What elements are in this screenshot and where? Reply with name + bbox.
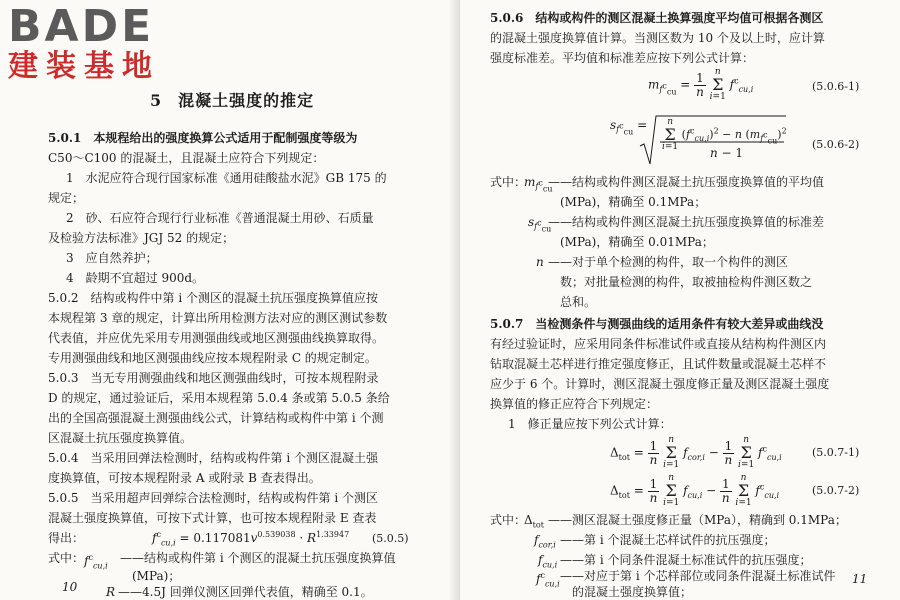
text-line: 1 修正量应按下列公式计算： xyxy=(508,417,672,431)
where-symbol: R xyxy=(106,585,116,599)
where-definition: ——对于单个检测的构件，取一个构件的测区 xyxy=(548,255,789,269)
equation-number: (5.0.7-1) xyxy=(812,446,860,459)
text-line: 钻取混凝土芯样进行推定强度修正，且试件数量或混凝土芯样不 xyxy=(490,357,827,371)
where-definition: ——对应于第 i 个芯样部位或同条件混凝土标准试件 xyxy=(560,569,836,583)
text-line: C50～C100 的混凝土，且混凝土应符合下列规定： xyxy=(48,151,325,165)
chapter-heading xyxy=(150,88,314,111)
text-line: 3 应自然养护； xyxy=(66,251,158,265)
text-line: 4 龄期不宜超过 900d。 xyxy=(66,271,205,285)
right-page xyxy=(460,0,900,600)
text-line: 专用测强曲线和地区测强曲线应按本规程附录 C 的规定制定。 xyxy=(48,351,377,365)
where-definition: (MPa)； xyxy=(132,569,181,583)
where-symbol: $f^c_{cu,i}$ xyxy=(536,571,560,589)
text-line: 及检验方法标准》JGJ 52 的规定； xyxy=(48,231,235,245)
where-definition: ——测区混凝土强度修正量（MPa），精确到 0.1MPa； xyxy=(548,513,847,527)
where-definition: (MPa)，精确至 0.1MPa； xyxy=(560,195,707,209)
text-line: 5.0.4 当采用回弹法检测时，结构或构件第 i 个测区混凝土强 xyxy=(48,451,379,465)
watermark-brand: BADE xyxy=(8,1,155,52)
where-symbol: $f_{cor,i}$ xyxy=(534,533,556,550)
where-symbol: $\Delta_{tot}$ xyxy=(524,513,544,530)
equation-number: (5.0.7-2) xyxy=(812,484,860,497)
watermark-logo xyxy=(8,1,178,86)
where-label: 式中： xyxy=(490,175,527,189)
equation-number: (5.0.6-2) xyxy=(812,138,860,151)
where-definition: ——结构或构件测区混凝土抗压强度换算值的标准差 xyxy=(548,215,825,229)
where-definition: (MPa)，精确至 0.01MPa； xyxy=(560,235,714,249)
watermark-brand-sub: 建装基地 xyxy=(8,49,160,84)
text-line: 5.0.2 结构或构件中第 i 个测区的混凝土抗压强度换算值应按 xyxy=(48,291,379,305)
text-line: 2 砂、石应符合现行行业标准《普通混凝土用砂、石质量 xyxy=(66,211,374,225)
text-line: 规定； xyxy=(48,191,85,205)
text-line: 1 水泥应符合现行国家标准《通用硅酸盐水泥》GB 175 的 xyxy=(66,171,387,185)
where-definition: 的混凝土强度换算值； xyxy=(572,585,693,599)
where-symbol: $m_{f^c_{cu}}$ xyxy=(524,175,553,194)
where-definition: ——结构或构件第 i 个测区的混凝土抗压强度换算值 xyxy=(120,551,396,565)
text-line: 有经过验证时，应采用同条件标准试件或直接从结构构件测区内 xyxy=(490,337,827,351)
where-definition: 总和。 xyxy=(560,295,597,309)
text-line: 应少于 6 个。计算时，测区混凝土强度修正量及测区混凝土强度 xyxy=(490,377,830,391)
where-symbol: $s_{f^c_{cu}}$ xyxy=(528,215,552,234)
formula-5-0-7-2: $\Delta_{tot}$ = $\frac{1}{n}$ n Σ i=1 $f_{cu,i}$ − $\frac{1}{n}$ n Σ i=1 $f^c_{cu,i}$ xyxy=(610,473,780,508)
equation-number: (5.0.5) xyxy=(372,532,409,545)
where-definition: 数；对批量检测的构件，取被抽检构件测区数之 xyxy=(560,275,813,289)
page-number: 10 xyxy=(62,580,78,594)
text-line: 5.0.3 当无专用测强曲线和地区测强曲线时，可按本规程附录 xyxy=(48,371,379,385)
text-line: 代表值，并应优先采用专用测强曲线或地区测强曲线换算取得。 xyxy=(48,331,385,345)
text-line: 得出： xyxy=(48,531,85,545)
text-line: D 的规定，通过验证后，采用本规程第 5.0.4 条或第 5.0.5 条给 xyxy=(48,391,390,405)
where-symbol: $f_{cu,i}$ xyxy=(538,553,558,570)
where-symbol: $f^c_{cu,i}$ xyxy=(84,553,108,571)
text-line: 出的全国高强混凝土测强曲线公式，计算结构或构件中第 i 个测 xyxy=(48,411,384,425)
text-line: 5.0.5 当采用超声回弹综合法检测时，结构或构件第 i 个测区 xyxy=(48,491,379,505)
where-label: 式中： xyxy=(48,551,85,565)
text-line: 5.0.7 当检测条件与测强曲线的适用条件有较大差异或曲线没 xyxy=(490,317,824,331)
text-line: 区混凝土抗压强度换算值。 xyxy=(48,431,193,445)
where-symbol: n xyxy=(536,255,544,269)
text-line: 换算值的修正应符合下列规定： xyxy=(490,397,659,411)
formula-5-0-6-2-numerator: n Σ i=1 $(f^c_{cu,i})^2 - n$ $(m_{f^c_{cu}})^2$ xyxy=(662,117,787,152)
text-line: 5.0.1 本规程给出的强度换算公式适用于配制强度等级为 xyxy=(48,131,358,145)
formula-5-0-6-1: $m_{f^c_{cu}}$ = $\frac{1}{n}$ n Σ i=1 $f^c_{cu,i}$ xyxy=(648,67,754,102)
text-line: 强度标准差。平均值和标准差应按下列公式计算： xyxy=(490,51,755,65)
text-line: 度换算值，可按本规程附录 A 或附录 B 查表得出。 xyxy=(48,471,321,485)
text-line: 5.0.6 结构或构件的测区混凝土换算强度平均值可根据各测区 xyxy=(490,11,824,25)
text-line: 的混凝土强度换算值计算。当测区数为 10 个及以上时，应计算 xyxy=(490,31,825,45)
where-definition: ——4.5J 回弹仪测区回弹代表值，精确至 0.1。 xyxy=(118,585,373,599)
chapter-title: 混凝土强度的推定 xyxy=(178,91,315,110)
text-line: 混凝土强度换算值，可按下式计算，也可按本规程附录 E 查表 xyxy=(48,511,377,525)
formula-5-0-7-1: $\Delta_{tot}$ = $\frac{1}{n}$ n Σ i=1 $f_{cor,i}$ − $\frac{1}{n}$ n Σ i=1 $f^c_{cu,i}$ xyxy=(610,435,782,470)
formula-5-0-6-2-denominator: n − 1 xyxy=(710,146,744,160)
equation-number: (5.0.6-1) xyxy=(812,80,860,93)
where-definition: ——第 i 个混凝土芯样试件的抗压强度； xyxy=(560,533,776,547)
formula-5-0-6-2: $s_{f^c_{cu}}$ = xyxy=(610,118,648,137)
chapter-number: 5 xyxy=(150,91,163,110)
where-label: 式中： xyxy=(490,513,527,527)
text-line: 本规程第 3 章的规定，计算出所用检测方法对应的测区测试参数 xyxy=(48,311,388,325)
page-number: 11 xyxy=(852,572,868,586)
formula-5-0-5: $f^c_{cu,i} = 0.117081v^{0.539038} \cdot R^{1.33947}$ xyxy=(152,530,350,548)
where-definition: ——第 i 个同条件混凝土标准试件的抗压强度； xyxy=(560,553,812,567)
where-definition: ——结构或构件测区混凝土抗压强度换算值的平均值 xyxy=(548,175,825,189)
